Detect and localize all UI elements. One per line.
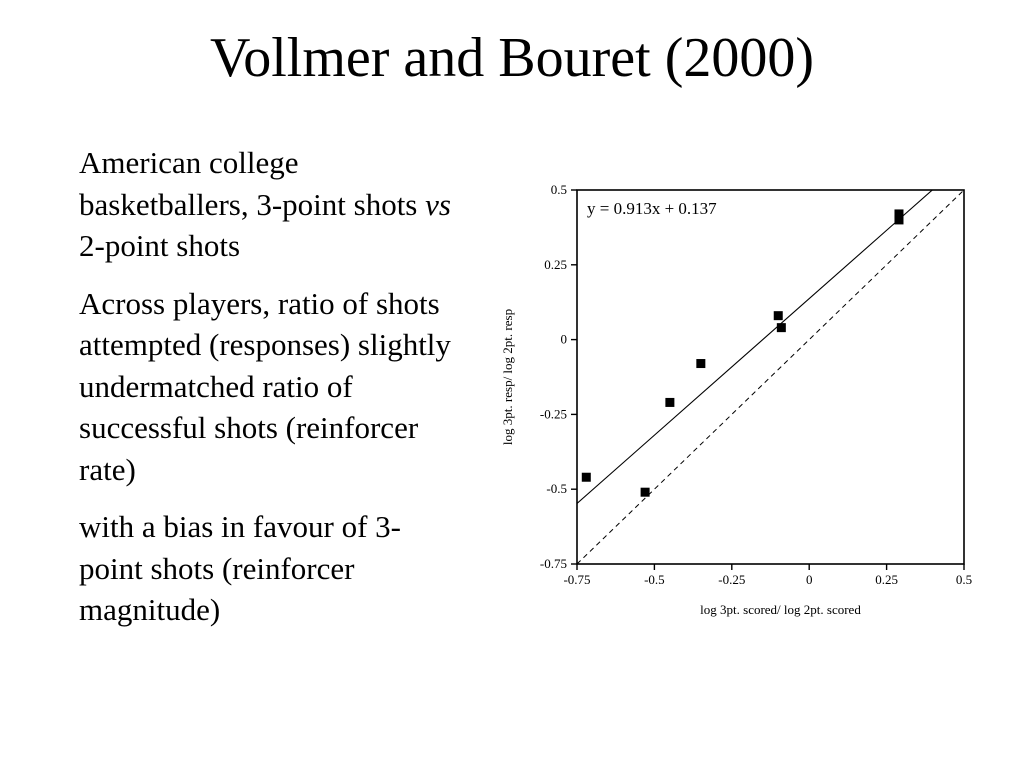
x-axis-label: log 3pt. scored/ log 2pt. scored	[700, 602, 861, 617]
scatter-chart	[490, 175, 990, 635]
x-tick-label: 0	[805, 572, 813, 587]
paragraph-subjects	[79, 142, 464, 267]
x-tick-label: 0.25	[875, 572, 898, 587]
identity-dashed-line	[577, 190, 964, 564]
bullet-text	[79, 142, 464, 647]
data-point	[696, 359, 705, 368]
y-axis-label: log 3pt. resp/ log 2pt. resp	[500, 308, 515, 446]
y-tick-label: -0.5	[546, 481, 567, 497]
slide-title: Vollmer and Bouret (2000)	[210, 27, 814, 89]
data-point	[894, 215, 903, 224]
data-point	[641, 488, 650, 497]
y-tick-label: -0.75	[539, 556, 567, 571]
data-point	[774, 311, 783, 320]
plot-frame	[577, 190, 964, 564]
data-point	[777, 323, 786, 332]
x-tick-label: 0.5	[955, 572, 973, 587]
y-tick-label: 0.25	[544, 256, 567, 272]
paragraph-subjects-italic: vs	[425, 186, 451, 222]
x-tick-label: -0.5	[644, 572, 665, 587]
paragraph-subjects-end: 2-point shots	[79, 228, 241, 263]
data-point	[582, 473, 591, 482]
paragraph-undermatching: Across players, ratio of shots attempted (responses) slightly undermatched ratio of successful shots (reinforcer rate)	[79, 285, 451, 487]
data-point	[665, 398, 674, 407]
scatter-chart-svg	[490, 175, 990, 635]
x-tick-label: -0.25	[718, 572, 746, 587]
regression-equation-label: y = 0.913x + 0.137	[587, 199, 717, 218]
regression-fit-line	[577, 175, 964, 503]
y-tick-label: 0.5	[550, 182, 567, 197]
y-tick-label: -0.25	[539, 406, 567, 422]
paragraph-subjects-start: American college basketballers, 3-point shots	[79, 145, 426, 222]
x-tick-label: -0.75	[563, 572, 591, 587]
y-tick-label: 0	[560, 331, 567, 347]
paragraph-bias: with a bias in favour of 3-point shots (reinforcer magnitude)	[79, 509, 401, 627]
